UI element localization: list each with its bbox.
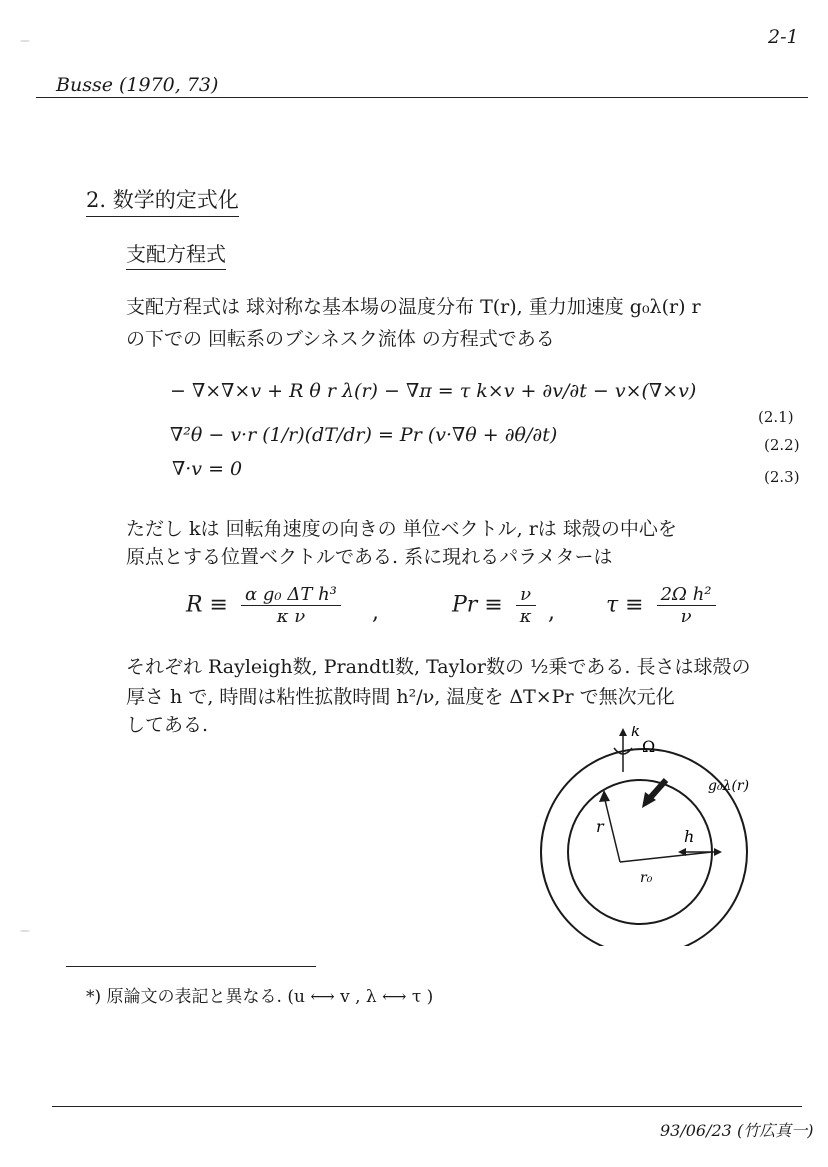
prandtl-numerator: ν — [516, 584, 536, 606]
rayleigh-numerator: α g₀ ΔT h³ — [241, 584, 341, 606]
taylor-fraction — [657, 584, 716, 627]
explanation-line-2: 原点とする位置ベクトルである. 系に現れるパラメターは — [126, 546, 613, 568]
rayleigh-definition — [186, 584, 347, 627]
footnote-text: *) 原論文の表記と異なる. (u ⟷ v , λ ⟷ τ ) — [86, 987, 434, 1007]
equation-momentum: − ∇×∇×v + R θ r λ(r) − ∇π = τ k×v + ∂v/∂t − v×(∇×v) — [170, 380, 697, 402]
rayleigh-lhs: R ≡ — [186, 592, 228, 618]
inner-radius-line — [620, 852, 712, 862]
header-rule — [36, 97, 808, 98]
taylor-numerator: 2Ω h² — [657, 584, 716, 606]
footnote-rule — [66, 966, 316, 967]
param-separator: , — [548, 600, 555, 625]
taylor-definition — [606, 584, 722, 627]
description-line-2: 厚さ h で, 時間は粘性拡散時間 h²/ν, 温度を ΔT×Pr で無次元化 — [126, 686, 675, 708]
section-title: 2. 数学的定式化 — [86, 184, 239, 217]
explanation-line-1: ただし kは 回転角速度の向きの 単位ベクトル, rは 球殻の中心を — [126, 518, 677, 540]
prandtl-definition — [452, 584, 542, 627]
rotation-axis-arrowhead — [619, 728, 627, 736]
equation-heat: ∇²θ − v·r (1/r)(dT/dr) = Pr (v·∇θ + ∂θ/∂t) — [170, 424, 558, 446]
gravity-label: g₀λ(r) — [708, 778, 750, 794]
reference-citation: Busse (1970, 73) — [56, 74, 219, 96]
position-vector — [604, 796, 620, 862]
prandtl-denominator: κ — [519, 606, 532, 627]
binder-hole-mark — [20, 930, 30, 932]
equation-continuity: ∇·v = 0 — [172, 458, 243, 480]
spherical-shell-diagram — [530, 726, 800, 946]
equation-number: (2.2) — [764, 436, 800, 454]
thickness-arrowhead — [714, 848, 722, 856]
prandtl-fraction — [516, 584, 536, 627]
description-line-1: それぞれ Rayleigh数, Prandtl数, Taylor数の ½乗である. 長さは球殻の — [126, 656, 751, 678]
subsection-title: 支配方程式 — [126, 238, 226, 270]
footer-rule — [52, 1106, 802, 1107]
page-number: 2-1 — [768, 26, 799, 48]
r-label: r — [596, 817, 604, 836]
equation-number: (2.3) — [764, 468, 800, 486]
omega-label: Ω — [642, 737, 656, 756]
param-separator: , — [372, 600, 379, 625]
taylor-denominator: ν — [680, 606, 692, 627]
r0-label: r₀ — [640, 870, 653, 886]
h-label: h — [684, 827, 695, 846]
binder-hole-mark — [20, 40, 30, 42]
rayleigh-denominator: κ ν — [276, 606, 306, 627]
intro-line-1: 支配方程式は 球対称な基本場の温度分布 T(r), 重力加速度 g₀λ(r) r — [126, 296, 701, 318]
taylor-lhs: τ ≡ — [606, 592, 644, 618]
axis-label: k — [631, 726, 641, 740]
rayleigh-fraction — [241, 584, 341, 627]
equation-number: (2.1) — [758, 408, 794, 426]
prandtl-lhs: Pr ≡ — [452, 592, 503, 618]
date-author-stamp: 93/06/23 (竹広真一) — [660, 1121, 814, 1140]
intro-line-2: の下での 回転系のブシネスク流体 の方程式である — [126, 328, 555, 350]
description-line-3: してある. — [126, 714, 209, 736]
